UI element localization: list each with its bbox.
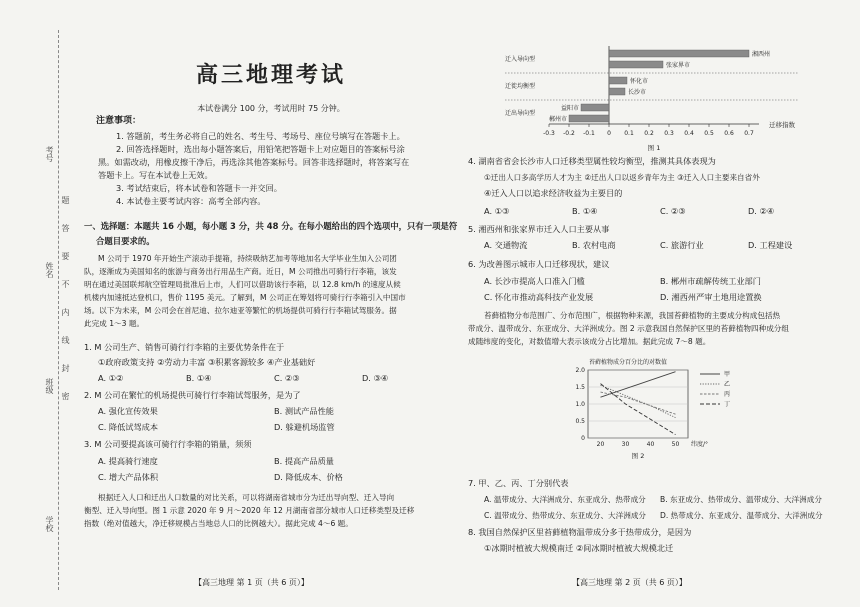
chart-title: 苔藓植物成分百分比的对数值 xyxy=(588,359,668,366)
option-c[interactable]: C. 降低试驾成本 xyxy=(98,422,159,432)
option-b[interactable]: B. ①④ xyxy=(186,373,212,383)
bar-label: 湘西州 xyxy=(752,51,771,58)
x-tick-label: 30 xyxy=(621,441,630,448)
figure-1-migration-index xyxy=(504,40,804,168)
option-a[interactable]: A. ①③ xyxy=(484,206,510,216)
question-4: 4. 湖南省省会长沙市人口迁移类型属性较均衡型，推测其具体表现为 xyxy=(468,156,716,166)
bar xyxy=(609,61,663,68)
passage-line: 根据迁入人口和迁出人口数量的对比关系，可以将湖南省城市分为迁出导向型、迁入导向 xyxy=(98,493,395,502)
x-tick-label: 40 xyxy=(646,441,655,448)
x-tick-label: -0.3 xyxy=(543,130,555,137)
page-footer: 【高三地理 第 2 页（共 6 页）】 xyxy=(572,578,687,587)
notice-line: 4. 本试卷主要考试内容：高考全部内容。 xyxy=(116,196,266,206)
series-line xyxy=(601,392,676,414)
seal-word: 线 xyxy=(61,336,70,344)
option-c[interactable]: C. 旅游行业 xyxy=(660,240,704,250)
x-tick-label: 0.6 xyxy=(724,130,734,137)
passage-line: 成随纬度的变化，对数值增大表示该成分占比增加。据此完成 7～8 题。 xyxy=(468,337,711,346)
option-a[interactable]: A. 温带成分、大洋洲成分、东亚成分、热带成分 xyxy=(484,495,646,504)
seal-word: 内 xyxy=(61,308,70,316)
figure-caption: 图 2 xyxy=(631,452,645,460)
option-b[interactable]: B. 测试产品性能 xyxy=(274,406,334,416)
y-tick-label: 0.5 xyxy=(575,418,585,425)
passage-line: 队，逐渐成为美国知名的旅游与商务出行用品生产商。近日，M 公司推出可骑行行李箱，该发 xyxy=(84,267,397,276)
legend-label: 甲 xyxy=(724,371,731,378)
option-d[interactable]: D. ③④ xyxy=(362,373,389,383)
series-line xyxy=(601,372,676,398)
binding-strip xyxy=(16,0,78,607)
option-b[interactable]: B. 东亚成分、热带成分、温带成分、大洋洲成分 xyxy=(660,495,822,504)
question-2: 2. M 公司在繁忙的机场提供可骑行行李箱试驾服务，是为了 xyxy=(84,390,301,400)
option-a[interactable]: A. 提高骑行速度 xyxy=(98,456,158,466)
option-c[interactable]: C. 增大产品体积 xyxy=(98,472,159,482)
seal-line xyxy=(58,30,59,590)
option-a[interactable]: A. 交通物流 xyxy=(484,240,528,250)
section-heading: 一、选择题：本题共 16 小题，每小题 3 分，共 48 分。在每小题给出的四个选项中，只有一项是符 xyxy=(84,221,458,231)
x-tick-label: 0.2 xyxy=(644,130,654,137)
notice-line: 答题卡上。写在本试卷上无效。 xyxy=(98,170,213,180)
y-tick-label: 0 xyxy=(581,435,585,442)
x-axis-label: 纬度/° xyxy=(691,441,709,448)
x-tick-label: 0.4 xyxy=(684,130,694,137)
series-line xyxy=(601,385,676,417)
question-1: 1. M 公司生产、销售可骑行行李箱的主要优势条件在于 xyxy=(84,342,285,352)
option-b[interactable]: B. 农村电商 xyxy=(572,240,616,250)
figure-2-moss-components xyxy=(558,359,798,472)
option-a[interactable]: A. ①② xyxy=(98,373,124,383)
passage-line: 此完成 1～3 题。 xyxy=(84,319,145,328)
bar xyxy=(569,115,609,122)
exam-title: 高三地理考试 xyxy=(195,63,346,88)
question-8: 8. 我国自然保护区里苔藓植物温带成分多于热带成分，是因为 xyxy=(468,527,692,537)
bar xyxy=(609,50,749,57)
question-8-items: ①冰期时植被大规模南迁 ②间冰期时植被大规模北迁 xyxy=(484,543,674,553)
x-tick-label: 0.3 xyxy=(664,130,674,137)
question-5: 5. 湘西州和张家界市迁入人口主要从事 xyxy=(468,224,610,234)
page-1 xyxy=(82,0,460,607)
notice-line: 3. 考试结束后，将本试卷和答题卡一并交回。 xyxy=(116,183,282,193)
exam-subtitle: 本试卷满分 100 分，考试用时 75 分钟。 xyxy=(197,104,345,113)
notice-line: 黑。如需改动，用橡皮擦干净后，再选涂其他答案标号。回答非选择题时，将答案写在 xyxy=(98,157,410,167)
bar-label: 益阳市 xyxy=(560,105,579,112)
option-a[interactable]: A. 长沙市提高人口准入门槛 xyxy=(484,276,585,286)
figure-caption: 图 1 xyxy=(647,144,661,152)
legend-label: 丙 xyxy=(724,391,731,398)
bar-label: 郴州市 xyxy=(548,116,567,123)
x-tick-label: 20 xyxy=(596,441,605,448)
y-tick-label: 1.0 xyxy=(575,401,585,408)
question-6: 6. 为改善图示城市人口迁移现状，建议 xyxy=(468,259,610,269)
seal-word: 封 xyxy=(61,364,70,372)
option-b[interactable]: B. 提高产品质量 xyxy=(274,456,334,466)
passage-line: 场。以下为未来，M 公司会在首尼迪、拉尔迪亚等繁忙的机场提供可骑行行李箱试驾服务。据 xyxy=(84,306,397,315)
y-tick-label: 2.0 xyxy=(575,367,585,374)
option-d[interactable]: D. 降低成本、价格 xyxy=(274,472,343,482)
passage-line: 带成分、温带成分、东亚成分、大洋洲成分。图 2 示意我国自然保护区里的苔藓植物四种成分组 xyxy=(468,324,789,333)
seal-word: 要 xyxy=(61,252,70,260)
x-tick-label: 0 xyxy=(607,130,611,137)
legend-label: 乙 xyxy=(724,381,731,388)
page-footer: 【高三地理 第 1 页（共 6 页）】 xyxy=(194,578,309,587)
bar xyxy=(609,77,627,84)
passage-line: 指数（绝对值越大，净迁移规模占当地总人口的比例越大）。据此完成 4～6 题。 xyxy=(84,519,353,528)
x-tick-label: -0.1 xyxy=(583,130,595,137)
seal-word: 题 xyxy=(61,196,70,204)
question-4-items: ①迁出人口多高学历人才为主 ②迁出人口以返乡青年为主 ③迁入人口主要来自省外 xyxy=(484,173,760,182)
seal-word: 不 xyxy=(61,280,70,288)
option-c[interactable]: C. ②③ xyxy=(660,206,686,216)
option-d[interactable]: D. 热带成分、东亚成分、温带成分、大洋洲成分 xyxy=(660,511,823,520)
option-c[interactable]: C. 怀化市推动高科技产业发展 xyxy=(484,292,594,302)
x-tick-label: 50 xyxy=(671,441,680,448)
option-d[interactable]: D. ②④ xyxy=(748,206,775,216)
bar xyxy=(609,88,625,95)
passage-line: 明在通过美国联邦航空管理局批准后上市，人们可以借助该行李箱，以 12.8 km/h 的速度从候 xyxy=(84,280,401,289)
notice-heading: 注意事项： xyxy=(96,116,142,126)
bar-label: 张家界市 xyxy=(666,62,691,69)
group-label: 迁入导向型 xyxy=(505,56,536,63)
notice-line: 1. 答题前，考生务必将自己的姓名、考生号、考场号、座位号填写在答题卡上。 xyxy=(116,131,405,141)
legend-label: 丁 xyxy=(724,401,731,408)
label-banji: 班级 xyxy=(45,378,54,394)
label-xuexiao: 学校 xyxy=(45,516,54,532)
option-c[interactable]: C. 温带成分、热带成分、东亚成分、大洋洲成分 xyxy=(484,511,647,520)
passage-line: M 公司于 1970 年开始生产滚动手提箱，持续吸纳艺加考等地加名大学毕业生加入公司团 xyxy=(98,254,397,263)
notice-line: 2. 回答选择题时，选出每小题答案后，用铅笔把答题卡上对应题目的答案标号涂 xyxy=(116,144,405,154)
question-4-items: ④迁入人口以追求经济收益为主要目的 xyxy=(484,188,623,198)
series-line xyxy=(601,384,676,435)
question-1-items: ①政府政策支持 ②劳动力丰富 ③积累客源较多 ④产业基础好 xyxy=(98,357,316,367)
option-b[interactable]: B. ①④ xyxy=(572,206,598,216)
question-3: 3. M 公司要提高该可骑行行李箱的销量，须须 xyxy=(84,439,252,449)
group-label: 迁徙均衡型 xyxy=(505,83,536,90)
seal-word: 密 xyxy=(61,392,70,400)
passage-line: 机楼内加速抵达登机口，售价 1195 美元。了解到，M 公司正在筹划将可骑行行李箱引入中国市 xyxy=(84,293,406,302)
label-xingming: 姓名 xyxy=(45,262,54,278)
passage-line: 苔藓植物分布范围广、分布范围广，根据物种来源，我国苔藓植物的主要成分构成包括热 xyxy=(484,311,781,320)
option-c[interactable]: C. ②③ xyxy=(274,373,300,383)
question-7: 7. 甲、乙、丙、丁分别代表 xyxy=(468,478,569,488)
x-tick-label: 0.7 xyxy=(744,130,754,137)
label-kaohao: 考号 xyxy=(45,146,54,162)
x-tick-label: 0.5 xyxy=(704,130,714,137)
bar-label: 怀化市 xyxy=(630,78,649,85)
option-a[interactable]: A. 强化宣传效果 xyxy=(98,406,158,416)
option-d[interactable]: D. 工程建设 xyxy=(748,240,793,250)
option-d[interactable]: D. 躲避机场监管 xyxy=(274,422,335,432)
x-tick-label: 0.1 xyxy=(624,130,634,137)
page-2 xyxy=(468,0,848,607)
passage-line: 衡型、迁入导向型。图 1 示意 2020 年 9 月～2020 年 12 月湖南省部分城市人口迁移类型及迁移 xyxy=(84,506,415,515)
bar-label: 长沙市 xyxy=(628,89,647,96)
bar xyxy=(581,104,609,111)
x-axis-label: 迁移指数 xyxy=(769,121,795,129)
section-heading-cont: 合题目要求的。 xyxy=(96,236,155,246)
group-label: 迁出导向型 xyxy=(505,110,536,117)
option-d[interactable]: D. 湘西州严审土地用途置换 xyxy=(660,292,762,302)
seal-word: 答 xyxy=(61,224,70,232)
option-b[interactable]: B. 郴州市疏解传统工业部门 xyxy=(660,276,761,286)
x-tick-label: -0.2 xyxy=(563,130,575,137)
y-tick-label: 1.5 xyxy=(575,384,585,391)
